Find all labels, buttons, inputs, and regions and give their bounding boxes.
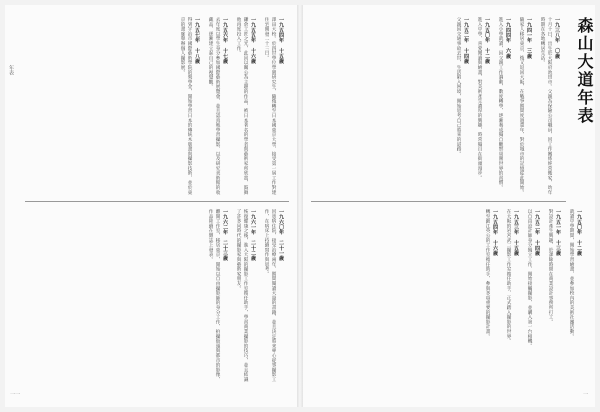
entry-body-text: 離開工作室，移居東京，開始以自由攝影師的身分工作，拍攝街頭與都市的影像，作品陸續在雜誌上發表。 [208,209,220,382]
chronology-entry [526,209,541,385]
entry-body-text: 進入小學就讀，因父親工作調動，數度轉學，逐漸養成獨自觀察周圍世界的習慣。 [498,17,503,190]
section-divider [311,201,566,202]
chronology-entry [263,17,285,195]
entry-year-heading: 一九五五年 十六歲 [250,17,256,64]
right-page [303,5,595,407]
left-folio: 一一 [10,392,21,398]
entry-year-heading: 一九四一年 三歲 [526,17,532,59]
entry-body-text: 以自由設計師身分獨立工作，開始接觸攝影，並購入第一台相機。 [527,209,532,349]
entry-year-heading: 一九五三年 十五歲 [513,209,519,256]
entry-year-heading: 一九六二年 二十三歲 [222,209,228,261]
section-divider [25,201,289,202]
entry-year-heading: 一九四四年 六歲 [505,17,511,59]
entry-body-text: 得到宇治市國際藝術學院的獎學金，開始學習日本的傳統木版畫與攝影技術，並於東京的畫廊舉辦個人攝影展。 [180,17,192,195]
chronology-entry [484,209,499,385]
entry-body-text: 在大阪的岩宮武二攝影工作室擔任助手，正式踏入攝影的世界。 [506,209,511,344]
chronology-entry [235,17,257,195]
entry-body-text: 進入中學，喜愛閱讀與繪畫，對美術產生濃厚的興趣，時常獨自在街頭漫步。 [477,17,482,181]
entry-year-heading: 一九五四年 十六歲 [492,209,498,256]
entry-year-heading: 一九六〇年 二十一歲 [278,209,284,261]
entry-body-text: 恢復健康之後，進入大阪的攝影工作室擔任助手，學習商業攝影的技巧，並且結識了許多同時代的攝影家與藝術家朋友。 [236,209,248,382]
entry-body-text: 因患病住院，接受治療兩年，期間閱讀大量的書籍，並且決定將來專心從事攝影工作，在病床上持續寫作與思考。 [264,209,276,382]
entry-year-heading: 一九五二年 十四歲 [534,209,540,256]
chronology-entry [207,209,229,385]
entry-year-heading: 一九五七年 十八歲 [194,17,200,64]
chronology-entry [263,209,285,385]
chronology-entry [505,209,520,385]
entry-body-text: 就讀中學期間，開始學習繪畫，並參加校內的美術社團活動。 [569,209,574,339]
entry-body-text: 去年度以學生身分參加國際藝術展覽會，並且認真地學習攝影，以及研究美術館的收藏品，逐漸建立起自己的視覺觀。 [208,17,220,195]
left-page [5,5,297,407]
chronology-entry [547,209,562,385]
right-folio: 一 [583,392,589,398]
running-head: 年表 [8,65,14,75]
chronology-entry [476,17,491,195]
chronology-entry [235,209,257,385]
chronology-entry [518,17,533,195]
chronology-entry [568,209,583,385]
chronology-entry [497,17,512,195]
entry-body-text: 鎌倉工匠之光，此回以關公為主題的作品，被日本著名的學者與藝術家所欣賞，鼓舞他再度投入工作。 [236,17,248,195]
entry-year-heading: 一九五〇年 十二歲 [576,209,582,256]
chronology-entry [207,17,229,195]
entry-year-heading: 一九五〇年 十二歲 [484,17,490,64]
entry-year-heading: 一九五六年 十七歲 [222,17,228,64]
entry-year-heading: 一九六一年 二十二歲 [250,209,256,261]
entry-body-text: 對設計產生興趣，於課餘時間在商業設計事務所打工。 [548,209,553,325]
chronology-entry [539,17,561,195]
entry-body-text: 父親因交通事故去世，生活陷入困境，開始思考自己將來的道路。 [456,17,461,157]
page-title: 森山大道年表 [575,17,594,125]
entry-body-text: 十月十日，出生於大阪府池田市。父親為保險公司職員，因工作關係經常搬家，幼年時期在各地轉居生活。 [540,17,552,195]
entry-year-heading: 一九五四年 十五歲 [278,17,284,64]
entry-year-heading: 一九五一年 十三歲 [555,209,561,256]
entry-body-text: 澤田大校。於四世學位學園研究生，隨後轉至日本國東京大學，接受第一屆工作對建住宅開發二十三日。 [264,17,276,195]
entry-year-heading: 一九五二年 十四歲 [463,17,469,64]
entry-year-heading: 一九三八年 〇歲 [554,17,560,59]
entry-body-text: 轉至細江英公的工作室擔任助手，參與多項重要的攝影計畫。 [485,209,490,339]
chronology-entry [455,17,470,195]
chronology-entry [179,17,201,195]
entry-body-text: 隨家人移居東京，後又返回大阪，在戰爭期間度過童年，對於城市的記憶從此開始。 [519,17,524,195]
